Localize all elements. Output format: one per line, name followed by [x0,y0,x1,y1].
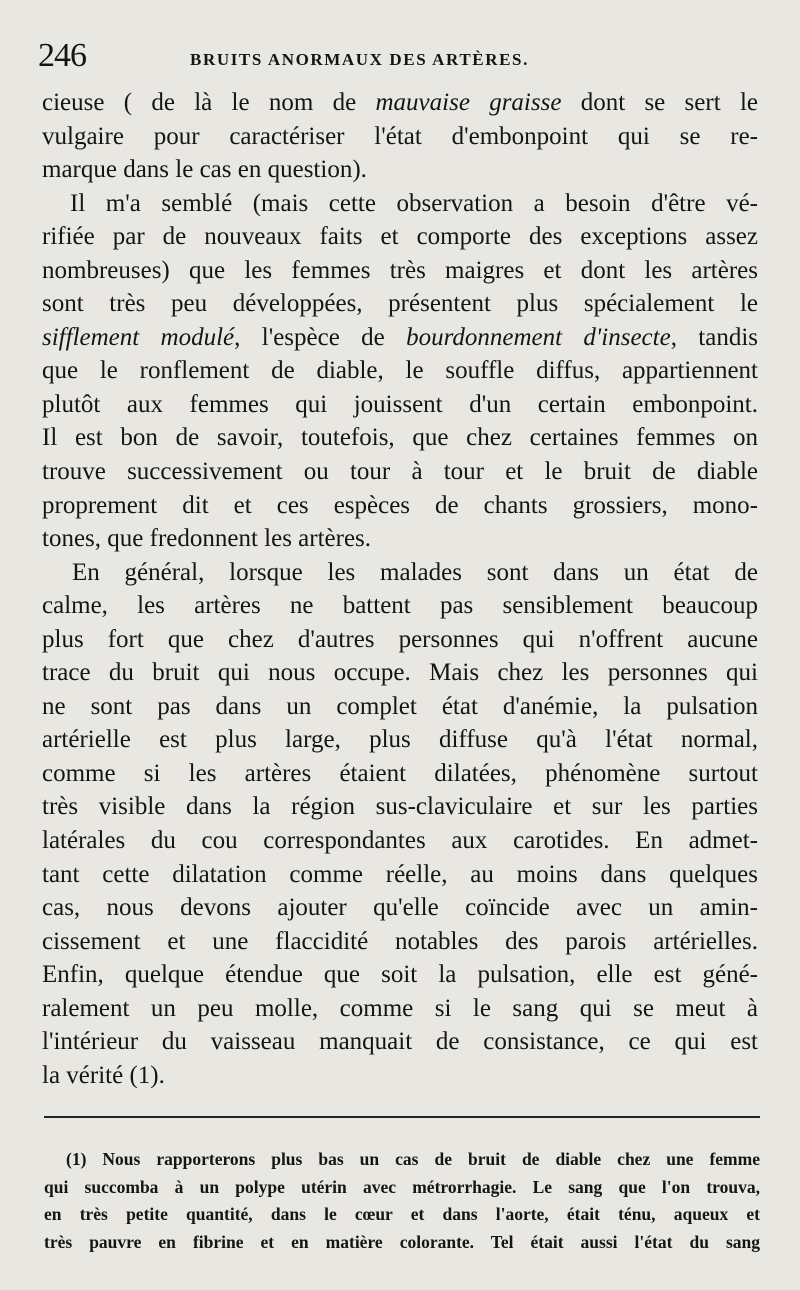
page-number: 246 [38,37,86,74]
body-line-9: que le ronflement de diable, le souffle diffus, appartiennent [42,357,758,385]
footnote-line-3: en très petite quantité, dans le cœur et dans l'aorte, était ténu, aqueux et [44,1204,760,1224]
body-line-20: artérielle est plus large, plus diffuse qu'à l'état normal, [42,726,758,754]
body-line-28: ralement un peu molle, comme si le sang qui se meut à [42,994,758,1022]
body-line-23: latérales du cou correspondantes aux carotides. En admet- [42,827,758,855]
body-line-6: nombreuses) que les femmes très maigres et dont les artères [42,256,758,284]
body-line-14: tones, que fredonnent les artères. [42,525,372,553]
footnote-divider [44,1116,760,1118]
body-line-21: comme si les artères étaient dilatées, phénomène surtout [42,759,758,787]
body-line-27: Enfin, quelque étendue que soit la pulsation, elle est géné- [42,961,758,989]
body-line-2: vulgaire pour caractériser l'état d'embonpoint qui se re- [42,122,758,150]
body-line-8: sifflement modulé, l'espèce de bourdonnement d'insecte, tandis [42,323,758,351]
body-line-4: Il m'a semblé (mais cette observation a besoin d'être vé- [70,189,758,217]
body-line-19: ne sont pas dans un complet état d'anémie, la pulsation [42,692,758,720]
body-line-10: plutôt aux femmes qui jouissent d'un certain embonpoint. [42,390,758,418]
body-line-12: trouve successivement ou tour à tour et le bruit de diable [42,458,758,486]
body-line-22: très visible dans la région sus-claviculaire et sur les parties [42,793,758,821]
body-line-30: la vérité (1). [42,1061,165,1089]
body-line-24: tant cette dilatation comme réelle, au moins dans quelques [42,860,758,888]
body-line-1: cieuse ( de là le nom de mauvaise graisse dont se sert le [42,89,758,116]
body-line-7: sont très peu développées, présentent plus spécialement le [42,290,758,318]
body-line-26: cissement et une flaccidité notables des parois artérielles. [42,927,758,955]
body-line-18: trace du bruit qui nous occupe. Mais chez les personnes qui [42,659,758,687]
footnote-line-1: (1) Nous rapporterons plus bas un cas de bruit de diable chez une femme [66,1149,760,1169]
body-line-29: l'intérieur du vaisseau manquait de consistance, ce qui est [42,1028,758,1056]
body-line-25: cas, nous devons ajouter qu'elle coïncide avec un amin- [42,894,758,922]
body-line-3: marque dans le cas en question). [42,156,367,184]
body-line-17: plus fort que chez d'autres personnes qui n'offrent aucune [42,625,758,653]
body-line-5: rifiée par de nouveaux faits et comporte des exceptions assez [42,223,758,251]
footnote-line-2: qui succomba à un polype utérin avec métrorrhagie. Le sang que l'on trouva, [44,1176,760,1197]
body-line-15: En général, lorsque les malades sont dans un état de [72,558,758,586]
body-line-11: Il est bon de savoir, toutefois, que chez certaines femmes on [42,424,758,452]
body-line-16: calme, les artères ne battent pas sensiblement beaucoup [42,592,758,620]
running-title: BRUITS ANORMAUX DES ARTÈRES. [190,50,529,69]
body-text [42,86,758,1092]
body-line-13: proprement dit et ces espèces de chants grossiers, mono- [42,491,758,519]
footnote [44,1146,760,1256]
footnote-line-4: très pauvre en fibrine et en matière colorante. Tel était aussi l'état du sang [44,1231,760,1252]
